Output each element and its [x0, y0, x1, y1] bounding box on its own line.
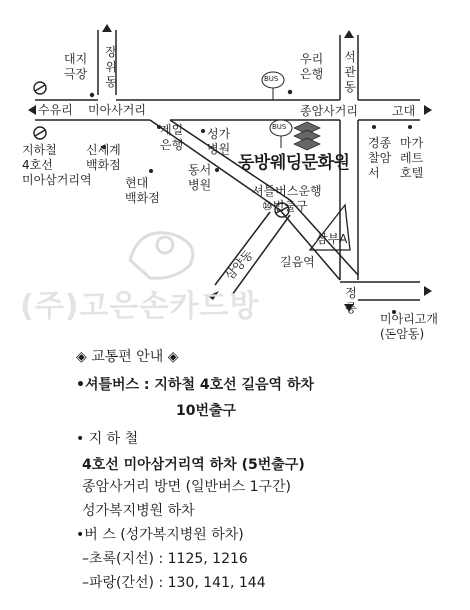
label-hyundai: 현대 백화점 [125, 176, 160, 205]
info-title: ◈ 교통편 안내 ◈ [76, 349, 179, 365]
arrow-up-jangwi [102, 24, 112, 32]
bus-label: •버 스 (성가복지병원 하차) [76, 527, 244, 543]
subway-label: • 지 하 철 [76, 431, 139, 447]
bus-blue: –파랑(간선) : 130, 141, 144 [82, 575, 266, 591]
subway-direction: 종암사거리 방면 (일반버스 1구간) [82, 479, 291, 495]
label-jangwi: 장위동 [105, 45, 117, 89]
arrow-right-bottom [424, 286, 432, 296]
dot-hyundai [149, 169, 153, 173]
venue-icon [294, 122, 320, 150]
directions-info [0, 340, 470, 610]
label-suyuri: 수유리 [38, 103, 73, 117]
label-gireum: 길음역 [280, 255, 315, 269]
label-jeil-bank: 제일 은행 [160, 123, 184, 152]
label-jeongneung: 정릉 [345, 286, 357, 315]
label-bus-main: BUS [272, 123, 287, 131]
subway-icon-miasa [34, 82, 46, 94]
label-miari: 미아리고개 (돈암동) [380, 312, 438, 341]
shuttle-exit: 10번출구 [176, 403, 237, 419]
dot-police [372, 125, 376, 129]
label-dongseo: 동서 병원 [188, 163, 212, 192]
label-samyang: 삼양동 [222, 247, 256, 283]
subway-get-off: 성가복지병원 하차 [82, 503, 195, 519]
label-police: 경종 찰암 서 [368, 136, 392, 180]
dot-uri [288, 90, 292, 94]
subway-station: 4호선 미아삼거리역 하차 (5번출구) [82, 457, 305, 473]
arrow-up-seokgwan [344, 30, 354, 38]
arrow-right-gode [424, 105, 432, 115]
dot-seongga [201, 129, 205, 133]
subway-icon-miasamgeori [34, 127, 46, 139]
label-subway-miasamgeori: 지하철 4호선 미아삼거리역 [22, 143, 92, 187]
label-shinsegae: 신세계 백화점 [86, 143, 121, 172]
dot-magaret [408, 125, 412, 129]
label-uri-bank: 우리 은행 [300, 52, 324, 81]
bus-green: –초록(지선) : 1125, 1216 [82, 551, 248, 567]
arrow-left [28, 105, 36, 115]
label-bus-top: BUS [264, 75, 279, 83]
label-miasa: 미아사거리 [88, 103, 146, 117]
label-gode: 고대 [392, 104, 416, 118]
dot-dongseo [215, 168, 219, 172]
shuttle-label: •셔틀버스 : 지하철 4호선 길음역 하차 [76, 377, 314, 393]
label-shuttle: 셔틀버스운행 [252, 184, 322, 198]
label-venue: 동방웨딩문화원 [238, 153, 350, 173]
watermark-text: (주)고은손카드방 [20, 289, 260, 324]
label-jongam: 종암사거리 [300, 104, 358, 118]
label-sambu: 삼부A [316, 232, 348, 246]
label-exit10: ⑩번출구 [262, 199, 308, 213]
label-seokgwan: 석관동 [344, 50, 356, 94]
label-daeji: 대지 극장 [64, 52, 88, 81]
watermark-bird-logo [130, 233, 193, 278]
dot-daeji [90, 93, 94, 97]
label-seongga-hospital: 성가 병원 [207, 127, 231, 156]
label-magaret: 마가 레트 호텔 [400, 136, 424, 180]
